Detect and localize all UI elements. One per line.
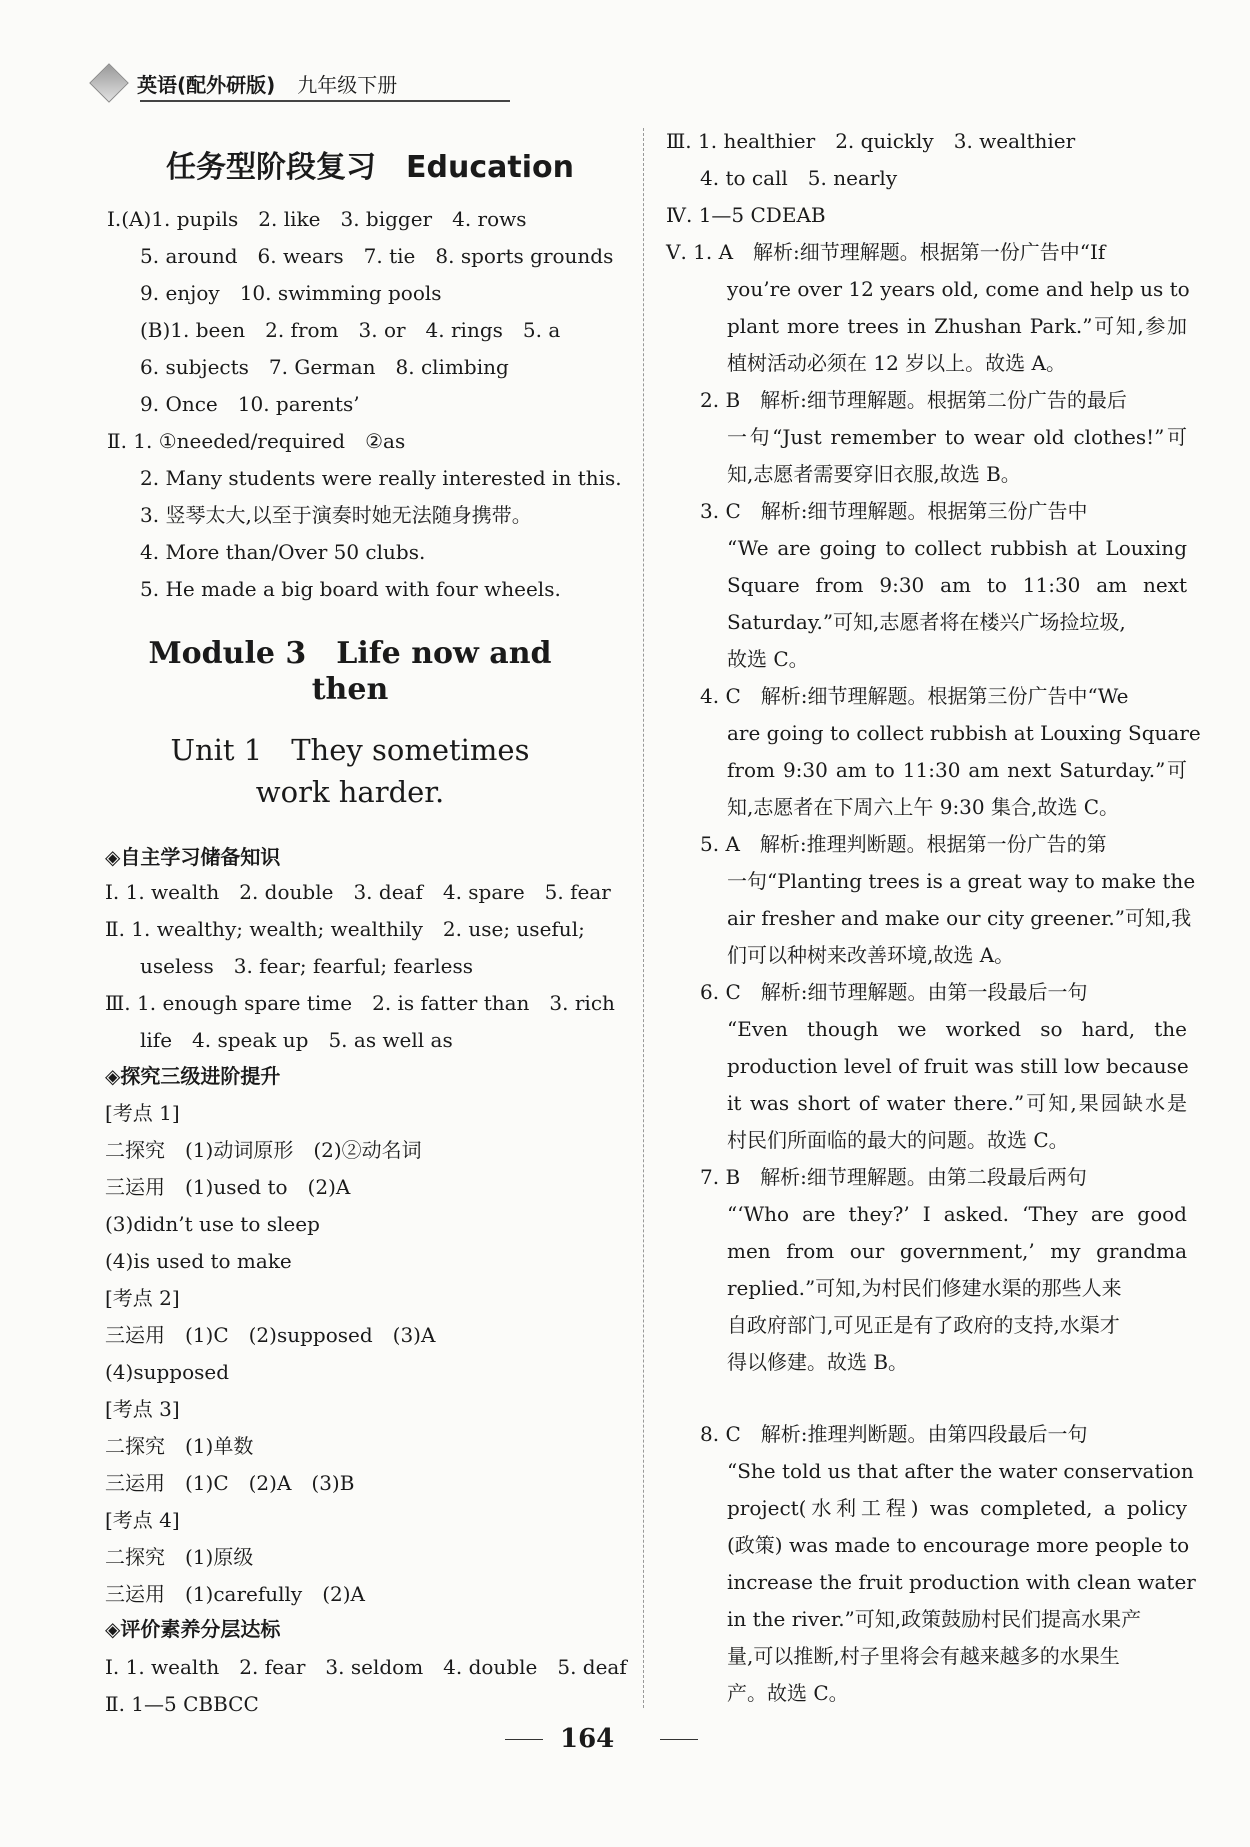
answer-line: from 9:30 am to 11:30 am next Saturday.”可 [727, 758, 1187, 782]
answer-line: Ⅱ. 1. wealthy; wealth; wealthily 2. use; useful; [105, 917, 585, 941]
answer-line: 三运用 (1)carefully (2)A [105, 1582, 365, 1606]
answer-line: 量,可以推断,村子里将会有越来越多的水果生 [727, 1644, 1120, 1668]
answer-line: Ⅱ. 1. ①needed/required ②as [107, 429, 406, 453]
header-rule [140, 100, 510, 102]
answer-line: Square from 9:30 am to 11:30 am next [727, 573, 1187, 597]
answer-line: 2. Many students were really interested in this. [140, 466, 622, 490]
answer-line: 5. He made a big board with four wheels. [140, 577, 561, 601]
answer-line: “‘Who are they?’ I asked. ‘They are good [727, 1202, 1187, 1226]
answer-line: 6. subjects 7. German 8. climbing [140, 355, 509, 379]
answer-line: 知,志愿者在下周六上午 9:30 集合,故选 C。 [727, 795, 1120, 819]
answer-line: 三运用 (1)C (2)A (3)B [105, 1471, 355, 1495]
column-divider [643, 128, 645, 1708]
answer-line: in the river.”可知,政策鼓励村民们提高水果产 [727, 1607, 1142, 1631]
page-number-dash-left [505, 1739, 543, 1740]
page-number: 164 [560, 1724, 615, 1754]
answer-line: you’re over 12 years old, come and help us to [727, 277, 1190, 301]
answer-line: 一句“Just remember to wear old clothes!”可 [727, 425, 1187, 449]
answer-line: Ⅲ. 1. enough spare time 2. is fatter than 3. rich [105, 991, 615, 1015]
answer-line: Ⅱ. 1—5 CBBCC [105, 1692, 259, 1716]
book-title: 英语(配外研版) [137, 72, 276, 97]
answer-line: replied.”可知,为村民们修建水渠的那些人来 [727, 1276, 1122, 1300]
answer-line: 知,志愿者需要穿旧衣服,故选 B。 [727, 462, 1021, 486]
answer-line: (政策) was made to encourage more people to [727, 1533, 1190, 1557]
answer-line: 5. around 6. wears 7. tie 8. sports grounds [140, 244, 614, 268]
answer-line: production level of fruit was still low because [727, 1054, 1189, 1078]
answer-line: plant more trees in Zhushan Park.”可知,参加 [727, 314, 1187, 338]
section-heading-explore: ◈探究三级进阶提升 [105, 1064, 281, 1088]
answer-line: “She told us that after the water conservation [727, 1459, 1194, 1483]
answer-line: 7. B 解析:细节理解题。由第二段最后两句 [700, 1165, 1087, 1189]
answer-line: 三运用 (1)C (2)supposed (3)A [105, 1323, 436, 1347]
answer-line: [考点 4] [105, 1508, 180, 1532]
answer-line: 自政府部门,可见正是有了政府的支持,水渠才 [727, 1313, 1120, 1337]
answer-line: it was short of water there.”可知,果园缺水是 [727, 1091, 1187, 1115]
module-title: Module 3 Life now and then [148, 636, 552, 707]
answer-line: project(水利工程) was completed, a policy [727, 1496, 1187, 1520]
grade-label: 九年级下册 [297, 72, 398, 97]
answer-line: Ⅴ. 1. A 解析:细节理解题。根据第一份广告中“If [666, 240, 1106, 264]
answer-line: 二探究 (1)单数 [105, 1434, 254, 1458]
answer-line: Ⅳ. 1—5 CDEAB [666, 203, 826, 227]
answer-line: 4. to call 5. nearly [700, 166, 898, 190]
answer-line: 二探究 (1)原级 [105, 1545, 254, 1569]
diamond-logo-icon [89, 63, 129, 103]
answer-line: [考点 1] [105, 1101, 180, 1125]
answer-line: Saturday.”可知,志愿者将在楼兴广场捡垃圾, [727, 610, 1126, 634]
answer-line: 2. B 解析:细节理解题。根据第二份广告的最后 [700, 388, 1127, 412]
answer-line: 二探究 (1)动词原形 (2)②动名词 [105, 1138, 422, 1162]
answer-line: 4. More than/Over 50 clubs. [140, 540, 426, 564]
answer-line: “We are going to collect rubbish at Louxing [727, 536, 1187, 560]
answer-line: 8. C 解析:推理判断题。由第四段最后一句 [700, 1422, 1088, 1446]
answer-line: (B)1. been 2. from 3. or 4. rings 5. a [140, 318, 561, 342]
answer-line: Ⅲ. 1. healthier 2. quickly 3. wealthier [666, 129, 1076, 153]
answer-line: (4)is used to make [105, 1249, 292, 1273]
answer-line: [考点 2] [105, 1286, 180, 1310]
answer-line: 4. C 解析:细节理解题。根据第三份广告中“We [700, 684, 1129, 708]
answer-line: are going to collect rubbish at Louxing Square [727, 721, 1201, 745]
answer-line: increase the fruit production with clean water [727, 1570, 1196, 1594]
answer-line: 产。故选 C。 [727, 1681, 849, 1705]
answer-line: [考点 3] [105, 1397, 180, 1421]
answer-line: 9. enjoy 10. swimming pools [140, 281, 442, 305]
answer-line: life 4. speak up 5. as well as [140, 1028, 453, 1052]
answer-line: 9. Once 10. parents’ [140, 392, 360, 416]
answer-line: men from our government,’ my grandma [727, 1239, 1187, 1263]
answer-line: 5. A 解析:推理判断题。根据第一份广告的第 [700, 832, 1107, 856]
answer-line: 6. C 解析:细节理解题。由第一段最后一句 [700, 980, 1088, 1004]
page-number-dash-right [660, 1739, 698, 1740]
section-title-education: 任务型阶段复习 Education [166, 150, 574, 185]
answer-line: 一句“Planting trees is a great way to make the [727, 869, 1196, 893]
answer-line: 植树活动必须在 12 岁以上。故选 A。 [727, 351, 1066, 375]
answer-line: Ⅰ. 1. wealth 2. fear 3. seldom 4. double 5. deaf [105, 1655, 627, 1679]
answer-line: 故选 C。 [727, 647, 809, 671]
answer-line: (3)didn’t use to sleep [105, 1212, 320, 1236]
answer-line: 得以修建。故选 B。 [727, 1350, 909, 1374]
answer-line: (4)supposed [105, 1360, 230, 1384]
unit-title-line-2: work harder. [255, 775, 445, 809]
unit-title-line-1: Unit 1 They sometimes [170, 733, 530, 767]
section-heading-knowledge: ◈自主学习储备知识 [105, 845, 281, 869]
answer-line: 们可以种树来改善环境,故选 A。 [727, 943, 1015, 967]
answer-line: useless 3. fear; fearful; fearless [140, 954, 473, 978]
answer-line: “Even though we worked so hard, the [727, 1017, 1187, 1041]
answer-line: 3. C 解析:细节理解题。根据第三份广告中 [700, 499, 1088, 523]
section-heading-evaluation: ◈评价素养分层达标 [105, 1617, 281, 1641]
answer-line: air fresher and make our city greener.”可知,我 [727, 906, 1192, 930]
answer-line: 三运用 (1)used to (2)A [105, 1175, 351, 1199]
answer-line: Ⅰ. 1. wealth 2. double 3. deaf 4. spare 5. fear [105, 880, 611, 904]
answer-line: Ⅰ.(A)1. pupils 2. like 3. bigger 4. rows [107, 207, 527, 231]
answer-line: 3. 竖琴太大,以至于演奏时她无法随身携带。 [140, 503, 532, 527]
answer-line: 村民们所面临的最大的问题。故选 C。 [727, 1128, 1069, 1152]
page-header [95, 66, 397, 100]
